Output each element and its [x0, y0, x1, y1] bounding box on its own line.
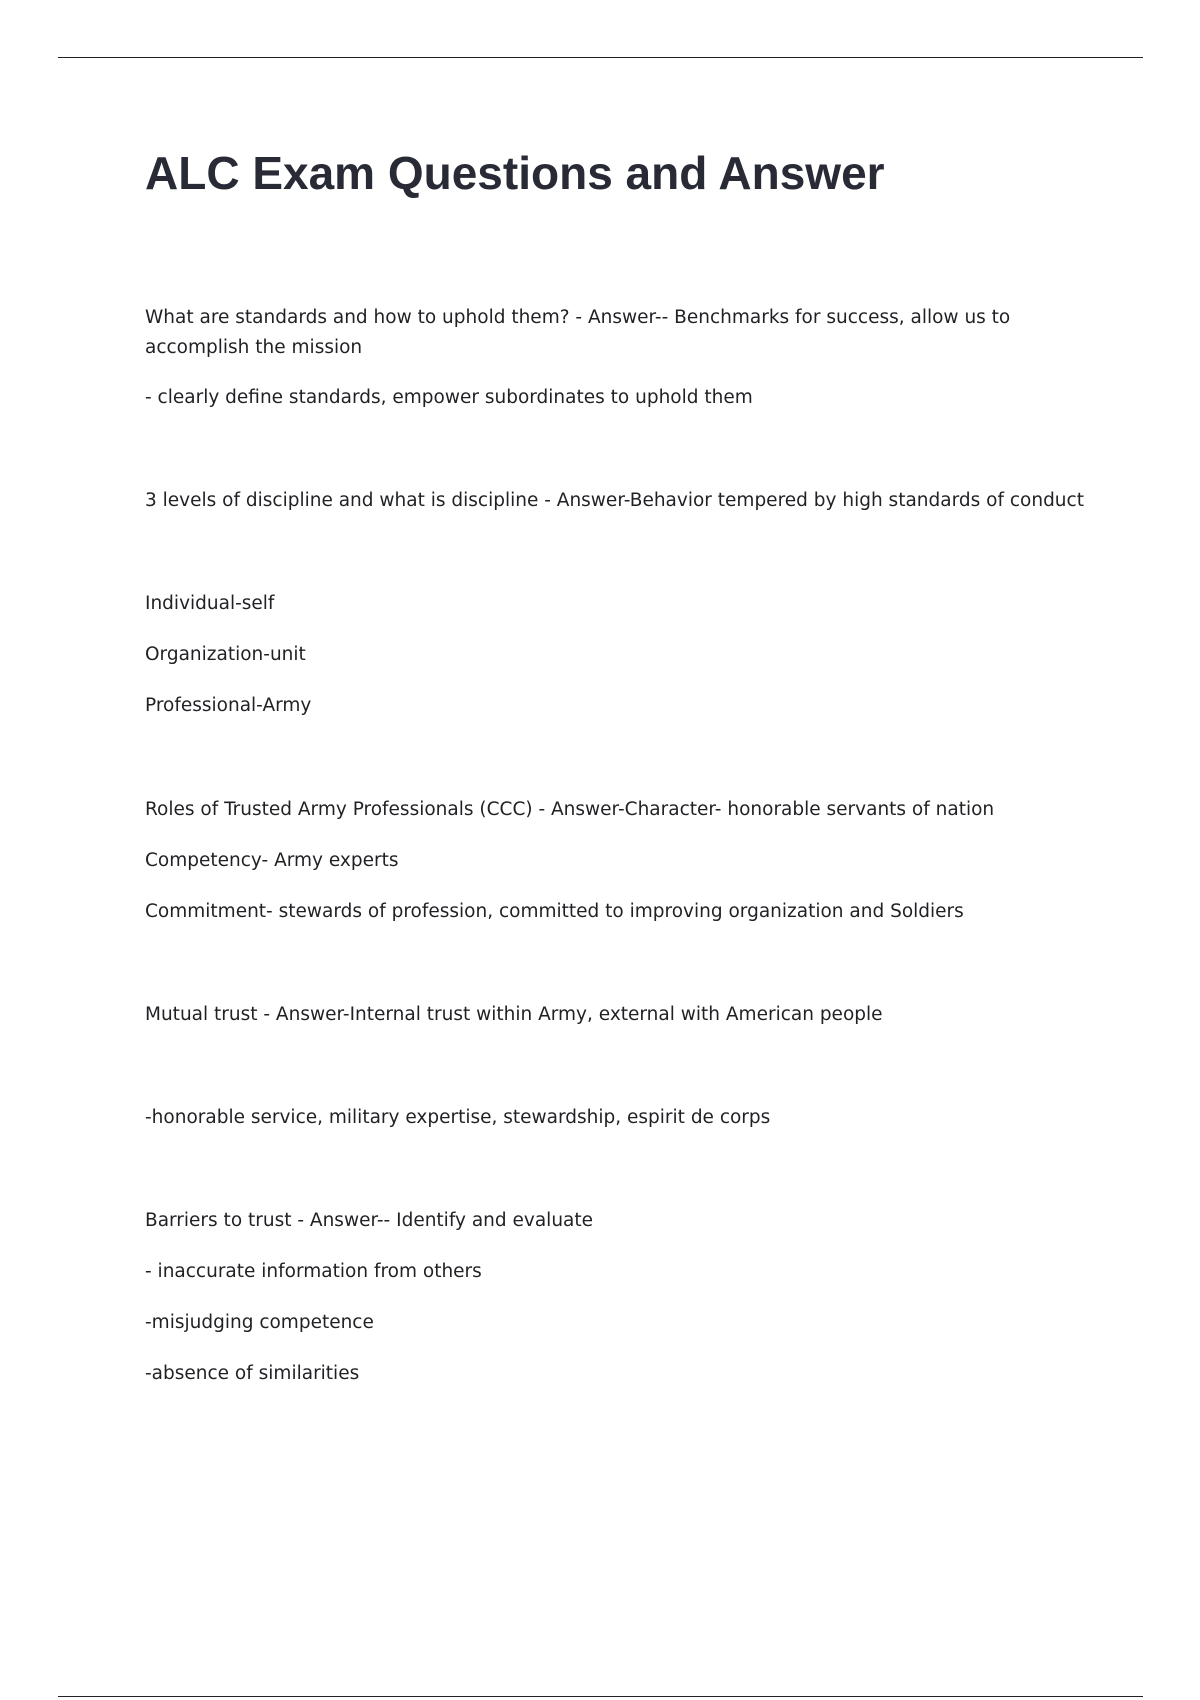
barrier-similarities: -absence of similarities	[145, 1363, 360, 1384]
answer-standards-continued: accomplish the mission	[145, 337, 363, 358]
question-barriers: Barriers to trust - Answer-- Identify and evaluate	[145, 1210, 594, 1231]
barrier-inaccurate-info: - inaccurate information from others	[145, 1261, 482, 1282]
question-roles: Roles of Trusted Army Professionals (CCC) - Answer-Character- honorable servants of nation	[145, 799, 995, 820]
discipline-level-professional: Professional-Army	[145, 695, 312, 716]
discipline-level-organization: Organization-unit	[145, 644, 306, 665]
page-title: ALC Exam Questions and Answer	[145, 147, 885, 199]
answer-standards-detail: - clearly define standards, empower subordinates to uphold them	[145, 387, 753, 408]
role-competency: Competency- Army experts	[145, 850, 399, 871]
discipline-level-individual: Individual-self	[145, 593, 275, 614]
bottom-rule	[58, 1696, 1143, 1697]
question-standards: What are standards and how to uphold them? - Answer-- Benchmarks for success, allow us to	[145, 307, 1011, 328]
question-discipline: 3 levels of discipline and what is discipline - Answer-Behavior tempered by high standards of conduct	[145, 490, 1084, 511]
top-rule	[58, 57, 1143, 58]
mutual-trust-detail: -honorable service, military expertise, stewardship, espirit de corps	[145, 1107, 771, 1128]
role-commitment: Commitment- stewards of profession, committed to improving organization and Soldiers	[145, 901, 964, 922]
question-mutual-trust: Mutual trust - Answer-Internal trust within Army, external with American people	[145, 1004, 883, 1025]
barrier-misjudging: -misjudging competence	[145, 1312, 374, 1333]
